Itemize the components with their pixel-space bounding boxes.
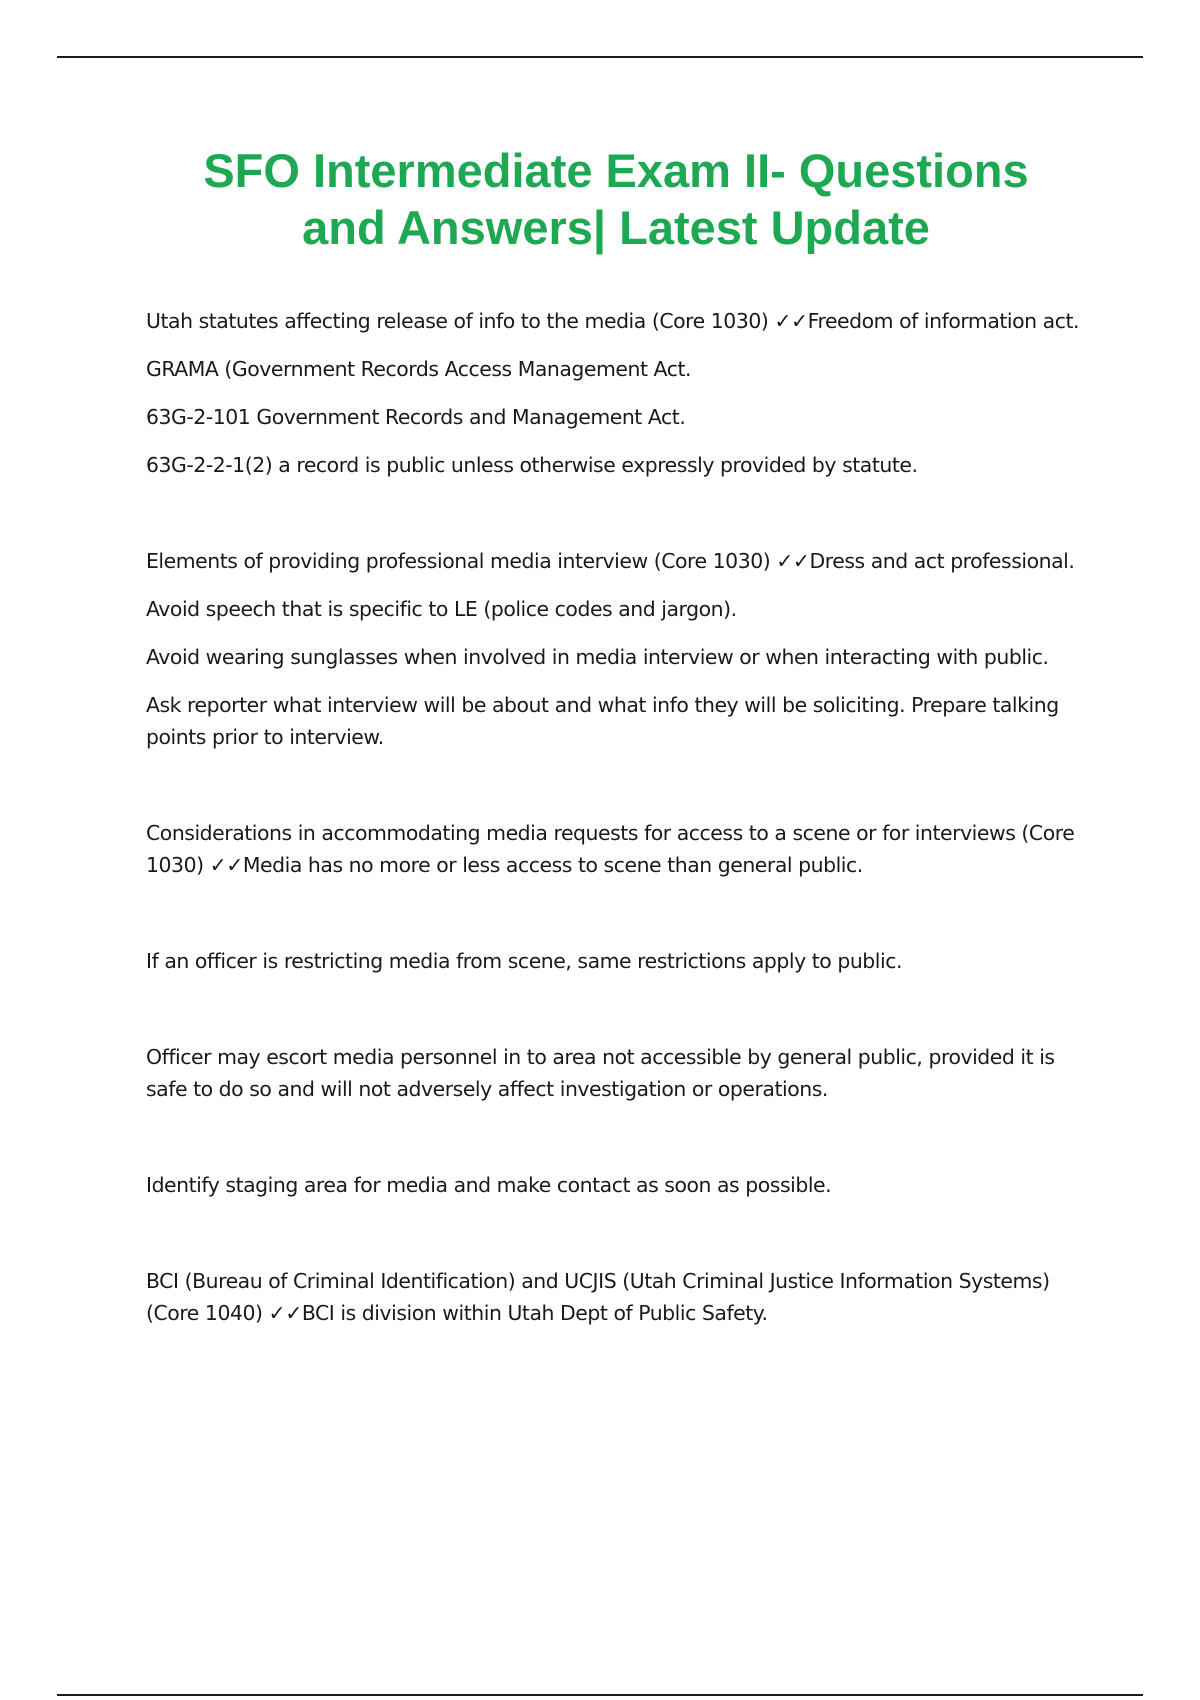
paragraph: If an officer is restricting media from scene, same restrictions apply to public. <box>146 949 903 973</box>
paragraph: Considerations in accommodating media requests for access to a scene or for interviews (Core 1030) ✓✓Media has no more or less access to scene than general public. <box>146 821 1075 877</box>
paragraph: 63G-2-2-1(2) a record is public unless otherwise expressly provided by statute. <box>146 453 918 477</box>
page-title <box>120 142 1112 256</box>
paragraph: Identify staging area for media and make contact as soon as possible. <box>146 1173 832 1197</box>
paragraph: 63G-2-101 Government Records and Management Act. <box>146 405 686 429</box>
paragraph: Elements of providing professional media interview (Core 1030) ✓✓Dress and act professional. <box>146 549 1075 573</box>
paragraph: BCI (Bureau of Criminal Identification) and UCJIS (Utah Criminal Justice Information Systems)(Core 1040) ✓✓BCI is division within Utah Dept of Public Safety. <box>146 1269 1050 1325</box>
paragraph: Officer may escort media personnel in to area not accessible by general public, provided it is safe to do so and will not adversely affect investigation or operations. <box>146 1045 1055 1101</box>
paragraph: Avoid wearing sunglasses when involved in media interview or when interacting with public. <box>146 645 1049 669</box>
title-line-1: SFO Intermediate Exam II- Questions <box>203 144 1029 197</box>
header-rule <box>57 56 1143 58</box>
document-body <box>146 305 1091 1329</box>
paragraph: GRAMA (Government Records Access Management Act. <box>146 357 692 381</box>
paragraph: Ask reporter what interview will be about and what info they will be soliciting. Prepare talking points prior to interview. <box>146 693 1059 749</box>
footer-rule <box>57 1694 1143 1696</box>
paragraph: Avoid speech that is specific to LE (police codes and jargon). <box>146 597 737 621</box>
title-line-2: and Answers| Latest Update <box>302 201 930 254</box>
paragraph: Utah statutes affecting release of info to the media (Core 1030) ✓✓Freedom of information act. <box>146 309 1080 333</box>
